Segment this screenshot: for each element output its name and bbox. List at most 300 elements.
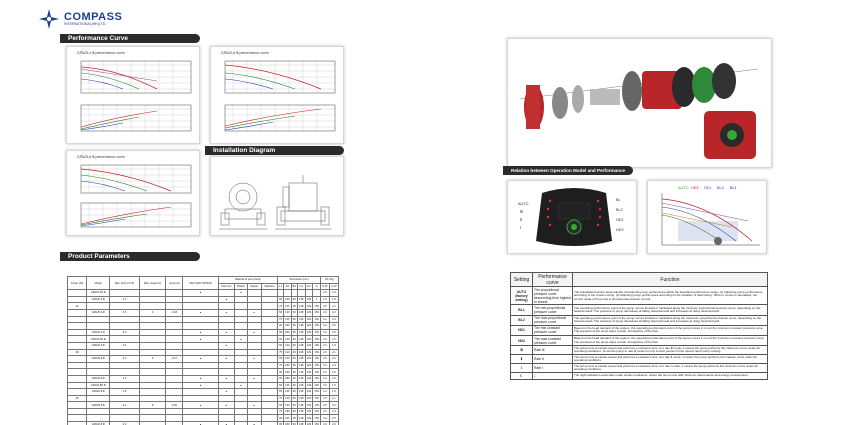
cell-dim: 129 — [306, 383, 312, 387]
cell-dim: 65 — [279, 311, 283, 315]
setting-cell: ☾ — [511, 373, 533, 379]
table-row — [68, 422, 339, 425]
cell-dim: 153 — [314, 337, 319, 341]
cell-a: 0.35 — [166, 402, 183, 409]
cell-dim: 69 — [292, 390, 296, 394]
wt-col-1: G.W — [331, 284, 337, 288]
cell-wt: 3.2 — [321, 369, 330, 376]
cell-f: 3.2 — [110, 402, 140, 409]
cell-dim: 69 — [292, 370, 296, 374]
cell-mat: ● — [218, 389, 235, 396]
cell-m: GPA32-4 Ⅲ — [87, 329, 110, 336]
dim-col-4: H2 — [305, 283, 313, 290]
cell-wt: 2.4 — [321, 296, 330, 303]
cell-dim: 153 — [314, 377, 319, 381]
cell-mat: ● — [218, 375, 235, 382]
dim-col-0: L1 — [279, 284, 283, 288]
cell-a: 0.27 — [166, 356, 183, 363]
cell-dim: 138 — [299, 383, 304, 387]
table-row — [68, 303, 339, 310]
label-hd2: HD2 — [616, 228, 624, 232]
cell-dim: 129 — [306, 416, 312, 420]
cell-h — [139, 395, 165, 402]
cell-dim: 69 — [292, 350, 296, 354]
cell-mat — [218, 395, 235, 402]
cell-dim: 75 — [279, 364, 283, 368]
cell-dim: 153 — [314, 390, 319, 394]
cell-h — [139, 362, 165, 369]
cell-dim: 138 — [299, 304, 304, 308]
dim-col-3: H1 — [297, 283, 305, 290]
cell-wt: 3.4 — [321, 422, 330, 425]
cell-wt: 2.5 — [329, 415, 338, 422]
cell-dim: 75 — [279, 304, 283, 308]
product-parameters-table — [67, 276, 339, 425]
table-row — [511, 305, 768, 315]
func-col-setting: Setting — [511, 273, 533, 287]
cell-v — [183, 395, 218, 402]
cell-p — [68, 309, 87, 316]
cell-a — [166, 323, 183, 330]
cell-mat — [235, 323, 248, 330]
cell-a — [166, 349, 183, 356]
cell-mat — [235, 362, 248, 369]
label-bl: BL — [616, 198, 621, 202]
col-head: Max. Head (m) — [139, 277, 165, 290]
cell-mat — [235, 309, 248, 316]
cell-dim: 138 — [299, 370, 304, 374]
cell-dim: 138 — [299, 377, 304, 381]
chart2-svg — [211, 47, 345, 145]
cell-mat — [261, 422, 278, 425]
cell-mat — [235, 415, 248, 422]
cell-p — [68, 336, 87, 343]
cell-a — [166, 290, 183, 297]
cell-h — [139, 382, 165, 389]
cell-dim: 138 — [299, 344, 304, 348]
cell-v: ● — [183, 356, 218, 363]
cell-dim: 180 — [283, 422, 291, 425]
cell-p — [68, 369, 87, 376]
cell-mat — [247, 389, 261, 396]
table-row — [68, 349, 339, 356]
table-row — [68, 336, 339, 343]
cell-wt: 2.6 — [321, 382, 330, 389]
brand-name: COMPASS — [64, 10, 123, 23]
cell-mat — [247, 290, 261, 297]
cell-dim: 130 — [285, 383, 290, 387]
curve-cell: The max.proportional pressure curve — [533, 315, 573, 325]
cell-dim: 130 — [285, 403, 290, 407]
cell-a — [166, 342, 183, 349]
col-model: Model — [87, 277, 110, 290]
cell-dim: 153 — [314, 317, 319, 321]
cell-h — [139, 316, 165, 323]
cell-dim: 130 — [285, 396, 290, 400]
cell-f: 2.8 — [110, 389, 140, 396]
cell-wt: 3.1 — [321, 316, 330, 323]
cell-f — [110, 303, 140, 310]
table-row — [511, 315, 768, 325]
cell-v: ● — [183, 309, 218, 316]
cell-dim: 69 — [291, 422, 297, 425]
mat-col-2: Copper — [247, 283, 261, 290]
cell-dim: 153 — [314, 304, 319, 308]
cell-mat — [235, 316, 248, 323]
cell-dim — [297, 290, 305, 297]
cell-p — [68, 362, 87, 369]
cell-mat: ● — [247, 422, 261, 425]
cell-dim: 69 — [292, 357, 296, 361]
cell-m: GPA20-8P Ⅲ — [87, 382, 110, 389]
cell-mat: ● — [218, 296, 235, 303]
cell-mat — [218, 382, 235, 389]
cell-dim: 75 — [279, 396, 283, 400]
cell-dim: 129 — [306, 304, 312, 308]
right-page — [425, 0, 850, 425]
cell-m — [87, 415, 110, 422]
cell-mat — [261, 309, 278, 316]
cell-wt: 1.8 — [329, 296, 338, 303]
control-panel-view — [507, 180, 637, 254]
cell-mat — [247, 349, 261, 356]
cell-v: ● — [183, 382, 218, 389]
cell-dim: 130 — [285, 298, 290, 302]
cell-wt: 2.2 — [329, 402, 338, 409]
cell-wt: 3.1 — [321, 408, 330, 415]
function-cell: Based on the head demand of the system, the operating performance point of the pump moves in or out the maximum constant pressure curve. The pressure of the pump stays remain, irrespective of the flow. — [573, 335, 768, 345]
cell-mat — [235, 329, 248, 336]
cell-mat — [218, 316, 235, 323]
cell-mat — [261, 323, 278, 330]
table-row — [68, 356, 339, 363]
cell-dim: 69 — [292, 344, 296, 348]
cell-dim: 69 — [292, 331, 296, 335]
cell-wt: 2.4 — [329, 408, 338, 415]
cell-wt: 3.4 — [321, 375, 330, 382]
cell-dim: 180 — [285, 410, 290, 414]
cell-h — [139, 389, 165, 396]
table-row — [511, 355, 768, 364]
cell-dim: 69 — [292, 311, 296, 315]
cell-mat — [261, 290, 278, 297]
exploded-view-panel — [507, 38, 772, 168]
cell-mat — [235, 369, 248, 376]
cell-mat: ● — [218, 356, 235, 363]
cell-a — [166, 316, 183, 323]
cell-p — [68, 296, 87, 303]
mode-label-0: AUTO — [678, 186, 689, 190]
cell-wt: 1.8 — [329, 342, 338, 349]
chart3-svg — [67, 151, 201, 237]
cell-wt: 2.1 — [329, 395, 338, 402]
table-row — [68, 408, 339, 415]
cell-p: 22 — [68, 303, 87, 310]
table-row — [68, 382, 339, 389]
cell-mat — [261, 336, 278, 343]
mode-label-1: HD2 — [691, 186, 699, 190]
parameters-section-bar: Product Parameters — [60, 252, 200, 261]
cell-dim: 180 — [285, 364, 290, 368]
cell-mat — [235, 422, 248, 425]
func-col-curve: Performance curve — [533, 273, 573, 287]
cell-wt: 2.9 — [321, 356, 330, 363]
cell-dim: 130 — [285, 390, 290, 394]
cell-mat — [235, 296, 248, 303]
cell-a — [166, 395, 183, 402]
chart-panel-2 — [210, 46, 344, 144]
cell-a — [166, 389, 183, 396]
cell-v: ● — [183, 290, 218, 297]
cell-mat — [235, 303, 248, 310]
table-row — [68, 362, 339, 369]
cell-h — [139, 375, 165, 382]
table-row — [68, 415, 339, 422]
table-row — [68, 389, 339, 396]
cell-dim: 130 — [285, 311, 290, 315]
cell-a — [166, 303, 183, 310]
table-row — [68, 296, 339, 303]
cell-wt: 3.1 — [321, 362, 330, 369]
cell-dim: 129 — [306, 311, 312, 315]
cell-p — [68, 375, 87, 382]
cell-mat — [247, 382, 261, 389]
function-cell: The Autoadapt function automatically controls the pump performance within the specified performance range. (1) Adjusting pump performance according to the system sizing. (2) Adjusting pump performance according to the variation of load history. When it comes to autoadapt, the control mode of the pump is proportional pressure control. — [573, 287, 768, 305]
cell-dim: 153 — [314, 364, 319, 368]
cell-wt: 2.4 — [329, 316, 338, 323]
col-wt: Wt (Kg) — [321, 277, 339, 284]
cell-dim: 153 — [314, 324, 319, 328]
cell-dim — [283, 290, 291, 297]
cell-dim: 138 — [299, 331, 304, 335]
cell-f: 3.0 — [110, 329, 140, 336]
label-hd1: HD1 — [616, 218, 624, 222]
function-cell: The pump runs at certain speed and performs a constant curve. For rate Ⅰ mode, it means the pump performs the minimum curve under all operating conditions. — [573, 364, 768, 373]
curve-cell: Rate Ⅲ — [533, 346, 573, 355]
mode-label-4: BL1 — [730, 186, 737, 190]
cell-p — [68, 415, 87, 422]
col-amps: Amps (A) — [166, 277, 183, 290]
cell-mat — [261, 369, 278, 376]
cell-v: ● — [183, 375, 218, 382]
cell-mat: ● — [235, 290, 248, 297]
curve-cell: Rate Ⅰ — [533, 364, 573, 373]
cell-mat: ● — [247, 375, 261, 382]
table-row — [511, 346, 768, 355]
cell-mat — [235, 375, 248, 382]
cell-mat: ● — [218, 342, 235, 349]
chart3-title: GPA25-6 Ⅲ performance curve — [77, 155, 125, 159]
cell-v: ● — [183, 422, 218, 425]
label-auto: AUTO — [518, 202, 529, 206]
cell-h — [139, 296, 165, 303]
cell-m: GPA20-4 Ⅲ — [87, 296, 110, 303]
cell-v — [183, 323, 218, 330]
cell-a — [166, 369, 183, 376]
cell-m: GPA25-6 Ⅲ — [87, 356, 110, 363]
label-r2: Ⅱ — [520, 218, 522, 222]
cell-v — [183, 369, 218, 376]
cell-mat — [261, 382, 278, 389]
dim-col-1: B1 — [283, 283, 291, 290]
cell-v — [183, 408, 218, 415]
chart2-title: GPA32-6 Ⅲ performance curve — [221, 51, 269, 55]
cell-dim: 129 — [306, 377, 312, 381]
cell-mat: ● — [247, 356, 261, 363]
cell-mat — [261, 389, 278, 396]
cell-mat — [218, 349, 235, 356]
cell-dim: 129 — [306, 390, 312, 394]
cell-h — [139, 408, 165, 415]
cell-a — [166, 362, 183, 369]
cell-dim: 65 — [279, 298, 283, 302]
table-row — [68, 402, 339, 409]
curve-cell: Rate Ⅱ — [533, 355, 573, 364]
cell-mat — [218, 369, 235, 376]
cell-p — [68, 389, 87, 396]
cell-dim: 153 — [314, 383, 319, 387]
setting-cell: HD1 — [511, 325, 533, 335]
function-cell: The operating performance point of the pump moves forward or backward along the maximum proportional pressure curve, depending on the head demand. The pressure of pump decreases at falling head demand and increases at rising head demand. — [573, 315, 768, 325]
table-row — [68, 323, 339, 330]
cell-p: 38 — [68, 349, 87, 356]
table-row — [511, 373, 768, 379]
cell-dim: 65 — [279, 403, 283, 407]
cell-mat — [247, 415, 261, 422]
table-row — [511, 287, 768, 305]
col-volt: V/HZ 230V 50/60Hz — [183, 277, 218, 290]
cell-mat — [261, 349, 278, 356]
compass-logo-icon — [38, 8, 60, 30]
setting-cell: HD2 — [511, 335, 533, 345]
cell-m: GPA20-6P Ⅲ — [87, 336, 110, 343]
cell-mat — [261, 329, 278, 336]
cell-mat — [247, 336, 261, 343]
cell-f — [110, 336, 140, 343]
cell-wt: 2.6 — [321, 303, 330, 310]
cell-wt: 1.5 — [329, 382, 338, 389]
setting-cell: BL1 — [511, 305, 533, 315]
cell-mat — [218, 336, 235, 343]
cell-dim: 69 — [292, 337, 296, 341]
label-r3: Ⅲ — [520, 210, 523, 214]
table-row — [68, 375, 339, 382]
cell-dim: 130 — [285, 357, 290, 361]
cell-wt: 2.2 — [329, 309, 338, 316]
cell-wt: 2.6 — [321, 395, 330, 402]
col-material: Material of pump body — [218, 277, 278, 284]
table-row — [68, 290, 339, 297]
cell-v — [183, 296, 218, 303]
cell-mat: ● — [218, 329, 235, 336]
cell-mat — [261, 395, 278, 402]
cell-dim: 65 — [279, 390, 283, 394]
cell-a — [166, 336, 183, 343]
cell-v — [183, 303, 218, 310]
cell-h: 8 — [139, 402, 165, 409]
cell-dim: 130 — [285, 337, 290, 341]
cell-mat — [247, 323, 261, 330]
col-power: Power (W) — [68, 277, 87, 290]
cell-m — [87, 316, 110, 323]
cell-mat — [261, 296, 278, 303]
cell-f: 2.3 — [110, 296, 140, 303]
function-cell: The pump runs at certain speed and performs a constant curve. For rate Ⅲ mode, it means the pump performs the maximum curve under all operating conditions. To set the pump to rate Ⅲ mode for only a short period of time means rapid pump venting. — [573, 346, 768, 355]
cell-dim: 138 — [299, 337, 304, 341]
cell-dim: 153 — [314, 396, 319, 400]
cell-h — [139, 349, 165, 356]
table-row — [68, 316, 339, 323]
cell-dim: 153 — [314, 350, 319, 354]
mode-button[interactable] — [571, 224, 577, 230]
cell-mat: ● — [247, 309, 261, 316]
cell-p — [68, 422, 87, 425]
cell-p — [68, 323, 87, 330]
cell-dim: 180 — [285, 377, 290, 381]
cell-dim: 75 — [279, 350, 283, 354]
cell-dim: 129 — [306, 324, 312, 328]
cell-dim: 129 — [306, 337, 312, 341]
chart1-title: GPA25-4 Ⅲ performance curve — [77, 51, 125, 55]
cell-dim: 69 — [292, 317, 296, 321]
cell-mat — [235, 356, 248, 363]
cell-f — [110, 323, 140, 330]
cell-dim: 130 — [285, 350, 290, 354]
cell-f — [110, 362, 140, 369]
cell-dim — [313, 290, 321, 297]
mode-label-3: BL2 — [717, 186, 724, 190]
chart-panel-3 — [66, 150, 200, 236]
mode-label-2: HD1 — [704, 186, 712, 190]
cell-a — [166, 415, 183, 422]
brand-logo — [38, 8, 122, 30]
cell-f — [110, 408, 140, 415]
cell-dim: 129 — [306, 357, 312, 361]
control-panel-svg — [508, 181, 638, 255]
setting-cell: AUTO (factory setting) — [511, 287, 533, 305]
cell-dim: 138 — [299, 350, 304, 354]
cell-wt: 2.9 — [321, 402, 330, 409]
cell-dim — [305, 290, 313, 297]
label-r1: Ⅰ — [520, 226, 522, 230]
cell-mat — [261, 316, 278, 323]
cell-mat — [218, 408, 235, 415]
cell-m: GPA32-6 Ⅲ — [87, 375, 110, 382]
table-row — [68, 395, 339, 402]
cell-wt: 2.6 — [329, 422, 338, 425]
cell-p — [68, 382, 87, 389]
cell-m — [87, 362, 110, 369]
cell-dim: 69 — [292, 396, 296, 400]
mat-col-1: Plastic — [235, 283, 248, 290]
cell-f — [110, 369, 140, 376]
col-dims: Dimension (mm) — [278, 277, 321, 284]
cell-m — [87, 408, 110, 415]
cell-mat — [235, 349, 248, 356]
wt-col-0: N.W — [322, 284, 328, 288]
cell-wt: 3.4 — [321, 329, 330, 336]
cell-mat — [247, 316, 261, 323]
installation-section-bar: Installation Diagram — [205, 146, 344, 155]
mat-col-0: Cast iron — [218, 283, 235, 290]
cell-dim: 90 — [279, 416, 283, 420]
mode-curve-panel — [647, 180, 767, 254]
cell-mat: ● — [247, 402, 261, 409]
cell-dim: 180 — [285, 331, 290, 335]
cell-wt: 2.4 — [329, 362, 338, 369]
cell-p — [68, 402, 87, 409]
cell-mat — [247, 303, 261, 310]
